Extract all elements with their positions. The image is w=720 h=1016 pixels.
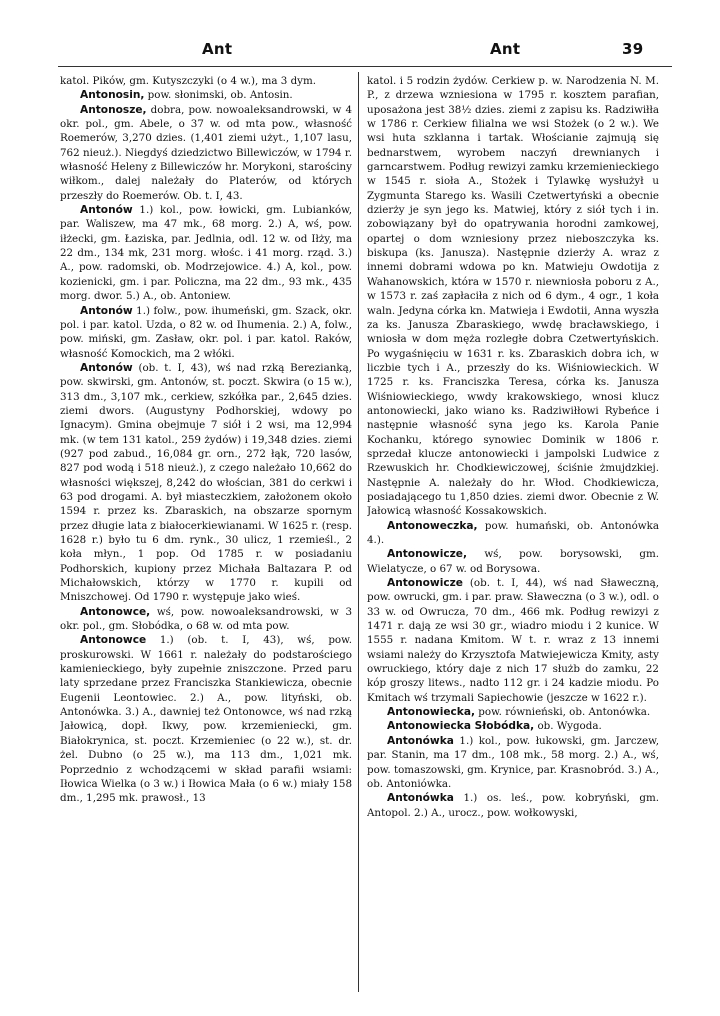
entry-text: dobra, pow. nowoaleksandrowski, w 4 okr. pol., gm. Abele, o 37 w. od mta pow., własność Roemerów, 3,270 dzies. (1,401 ziemi użyt., 1,107 lasu, 762 nieuż.). Niegdyś dziedzictwo Billewiczów, w 1794 r. własność Heleny z Billewiczów hr. Morykoni, starościny wiłkom., dalej należały do Platerów, od których przeszły do Roemerów. Ob. t. I, 43. <box>60 103 352 202</box>
header-rule <box>58 66 672 67</box>
entry-headword: Antonówka <box>387 792 454 805</box>
entry-text: 1.) (ob. t. I, 43), wś, pow. proskurowski. W 1661 r. należały do podstarościego kamienieckiego, były zupełnie zniszczone. Przed paru laty sprzedane przez Franciszka Stankiewicza, obecnie Eugenii Leontowiec. 2.) A., pow. lityński, ob. Antonówka. 3.) A., dawniej też Ontonowce, wś nad rzką Jałowicą, dopł. Ikwy, pow. krzemieniecki, gm. Białokrynica, st. poczt. Krzemieniec (o 22 w.), st. dr. żel. Dubno (o 25 w.), ma 113 dm., 1,021 mk. Poprzednio z wchodzącemi w skład parafii wsiami: Iłowica Wielka (o 3 w.) i Iłowica Mała (o 6 w.) miały 158 dm., 1,295 mk. prawosł., 13 <box>60 634 352 805</box>
dictionary-entry <box>60 633 352 805</box>
running-head-left: Ant <box>202 40 233 58</box>
entry-text: 1.) folw., pow. ihumeński, gm. Szack, okr. pol. i par. katol. Uzda, o 82 w. od Ihumenia. 2.) A, folw., pow. miński, gm. Zasław, okr. pol. i par. katol. Raków, własność Komockich, ma 2 włóki. <box>60 304 352 360</box>
entry-text: 1.) kol., pow. łowicki, gm. Lubianków, par. Waliszew, ma 47 mk., 68 morg. 2.) A, wś, pow. iłżecki, gm. Łaziska, par. Jedlnia, odl. 12 w. od Iłży, ma 22 dm., 134 mk, 231 morg. włośc. i 41 morg. rząd. 3.) A., pow. radomski, ob. Modrzejowice. 4.) A, kol., pow. kozienicki, gm. i par. Policzna, ma 22 dm., 93 mk., 435 morg. dwor. 5.) A., ob. Antoniew. <box>60 204 352 303</box>
dictionary-entry <box>60 605 352 634</box>
entry-headword: Antonówka <box>387 734 454 747</box>
entry-headword: Antonów <box>80 304 133 317</box>
entry-headword: Antonowiecka, <box>387 706 476 719</box>
dictionary-entry <box>367 705 659 719</box>
entry-headword: Antonosin, <box>80 89 145 102</box>
dictionary-entry <box>367 519 659 548</box>
page-number: 39 <box>622 40 644 58</box>
entry-text: (ob. t. I, 44), wś nad Sławeczną, pow. owrucki, gm. i par. praw. Sławeczna (o 3 w.), odl. o 33 w. od Owrucza, 70 dm., 466 mk. Podług rewizyi z 1471 r. dają ze wsi 30 gr., wiadro miodu i 2 kunice. W 1555 r. nadana Kmitom. W t. r. wraz z 13 innemi wsiami należy do Krzysztofa Matwiejewicza Kmity, asty owruckiego, który daje z nich 17 służb do zamku, 22 kóp groszy litews., nadto 112 gr. i 24 kadzie miodu. Po Kmitach wś trzymali Sapiechowie (jeszcze w 1622 r.). <box>367 577 659 704</box>
entry-text: pow. słonimski, ob. Antosin. <box>144 89 293 102</box>
entry-text: 1.) os. leś., pow. kobryński, gm. Antopol. 2.) A., urocz., pow. wołkowyski, <box>367 792 659 819</box>
dictionary-entry <box>367 576 659 705</box>
dictionary-entry <box>60 304 352 361</box>
dictionary-entry <box>367 791 659 820</box>
dictionary-entry <box>60 88 352 102</box>
entry-text: katol. i 5 rodzin żydów. Cerkiew p. w. Narodzenia N. M. P., z drzewa wzniesiona w 1795 r. kosztem parafian, uposażona jest 38½ dzies. ziemi z zapisu ks. Radziwiłła w 1786 r. Cerkiew filialna we wsi Stożek (o 2 w.). We wsi huta szklanna i tartak. Włościanie zajmują się bednarstwem, wyrobem naczyń drewnianych i garncarstwem. Podług rewizyi zamku krzemienieckiego w 1545 r. sioła A., Stożek i Tylawkę wysłużył u Zygmunta Starego ks. Wasili Czetwertyński a obecnie dzierży je syn jego ks. Matwiej, który z siół tych i in. zobowiązany był do opatrywania horodni zamkowej, opartej o dom wzniesiony przez nieboszczyka ks. biskupa (ks. Janusza). Następnie dzierży A. wraz z innemi dobrami wdowa po kn. Matwieju Owdotija z Wahanowskich, która w 1570 r. niewniosła poboru z A., w 1573 r. zaś zapłaciła z nich od 6 dym., 4 ogr., 1 koła waln. Jedyna córka kn. Matwieja i Ewdotii, Anna wyszła za ks. Janusza Zbaraskiego, wwdę bracławskiego, i wniosła w dom męża rozległe dobra Czetwertyńskich. Po wygaśnięciu w 1631 r. ks. Zbaraskich dobra ich, w liczbie tych i A., przeszły do ks. Wiśniowieckich. W 1725 r. ks. Franciszka Teresa, córka ks. Janusza Wiśniowieckiego, wwdy krakowskiego, wnosi klucz antonowiecki, jako wiano ks. Radziwiłłowi Rybeńce i następnie własność syna jego ks. Karola Panie Kochanku, którego synowiec Dominik w 1806 r. sprzedał klucze antonowiecki i jampolski Ludwice z Rzewuskich hr. Chodkiewiczowej, ściśnie żmujdzkiej. Następnie A. należały do hr. Włod. Chodkiewicza, posiadającego tu 1,850 dzies. ziemi dwor. Obecnie z W. Jałowicą własność Kossakowskich. <box>367 75 659 518</box>
dictionary-entry <box>60 74 352 88</box>
entry-headword: Antonowce, <box>80 605 151 618</box>
dictionary-entry <box>367 734 659 791</box>
entry-headword: Antonosze, <box>80 103 147 116</box>
column-separator <box>358 72 359 992</box>
entry-headword: Antonowce <box>80 634 147 647</box>
left-column <box>60 74 352 1004</box>
entry-text: katol. Pików, gm. Kutyszczyki (o 4 w.), ma 3 dym. <box>60 75 317 87</box>
right-column <box>367 74 659 1004</box>
entry-text: pow. humański, ob. Antonówka 4.). <box>367 519 659 546</box>
dictionary-entry <box>367 74 659 519</box>
entry-headword: Antonowicze <box>387 577 463 590</box>
entry-text: 1.) kol., pow. łukowski, gm. Jarczew, par. Stanin, ma 17 dm., 108 mk., 58 morg. 2.) A., wś, pow. tomaszowski, gm. Krynice, par. Krasnobród. 3.) A., ob. Antoniówka. <box>367 734 659 790</box>
entry-text: pow. równieński, ob. Antonówka. <box>475 706 651 719</box>
dictionary-entry <box>367 719 659 733</box>
entry-text: (ob. t. I, 43), wś nad rzką Berezianką, pow. skwirski, gm. Antonów, st. poczt. Skwira (o 15 w.), 313 dm., 3,107 mk., cerkiew, szkółka par., 2,645 dzies. ziemi dwors. (Augustyny Podhorskiej, wdowy po Ignacym). Gmina obejmuje 7 siół i 2 wsi, ma 12,994 mk. (w tem 131 katol., 259 żydów) i 19,348 dzies. ziemi (927 pod zabud., 16,084 gr. orn., 272 łąk, 720 lasów, 827 pod wodą i 518 nieuż.), z czego należało 10,662 do własności większej, 8,242 do włościan, 381 do cerkwi i 63 pod drogami. A. był miasteczkiem, założonem około 1594 r. przez ks. Zbaraskich, na obszarze spornym przez długie lata z białocerkiewianami. W 1625 r. (resp. 1628 r.) było tu 6 dm. rynk., 30 ulicz, 1 rzemieśl., 2 koła młyn., 1 pop. Od 1785 r. w posiadaniu Podhorskich, kupiony przez Michała Baltazara P. od Michałowskich, którzy w 1770 r. kupili od Mniszchowej. Od 1790 r. występuje jako wieś. <box>60 361 352 604</box>
dictionary-entry <box>60 103 352 203</box>
entry-headword: Antonów <box>80 204 133 217</box>
entry-headword: Antonowiecka Słobódka, <box>387 720 535 733</box>
entry-headword: Antonów <box>80 361 133 374</box>
dictionary-entry <box>60 361 352 605</box>
entry-headword: Antonowicze, <box>387 548 467 561</box>
dictionary-entry <box>60 203 352 303</box>
entry-headword: Antonoweczka, <box>387 519 478 532</box>
entry-text: wś, pow. nowoaleksandrowski, w 3 okr. pol., gm. Słobódka, o 68 w. od mta pow. <box>60 605 352 633</box>
entry-text: ob. Wygoda. <box>534 720 602 733</box>
running-head-right: Ant <box>490 40 521 58</box>
dictionary-entry <box>367 547 659 576</box>
entry-text: wś, pow. borysowski, gm. Wielatycze, o 67 w. od Borysowa. <box>367 548 659 575</box>
